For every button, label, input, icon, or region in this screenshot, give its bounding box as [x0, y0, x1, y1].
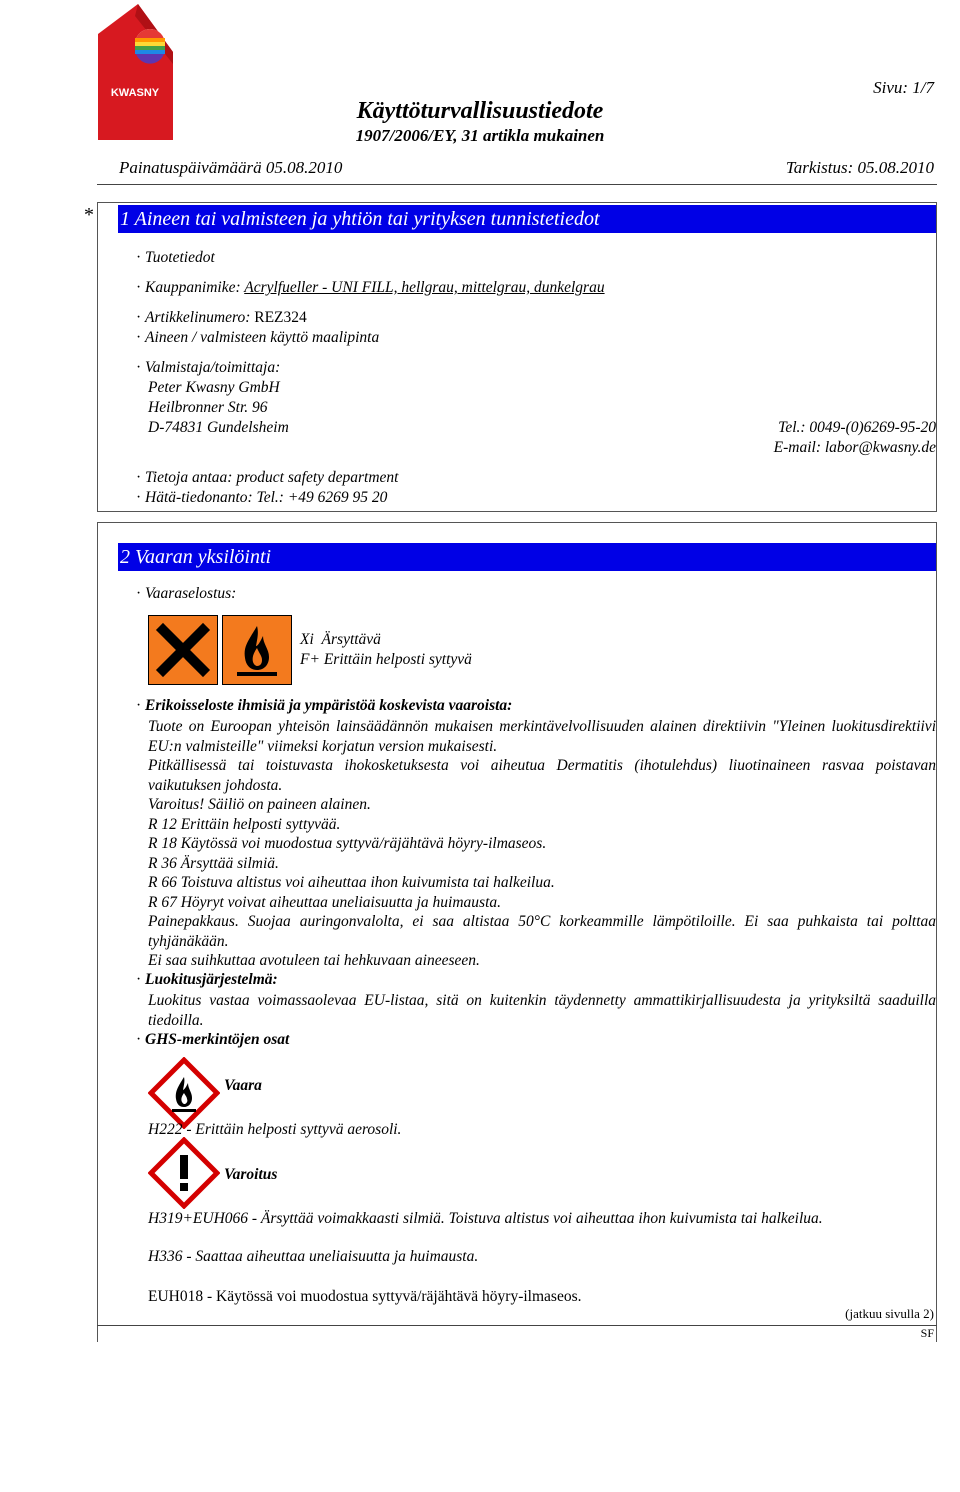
- company-street: Heilbronner Str. 96: [148, 399, 268, 416]
- xi-irritant-pictogram: [148, 615, 218, 685]
- r-phrase-66: R 66 Toistuva altistus voi aiheuttaa ihon kuivumista tai halkeilua.: [148, 874, 555, 891]
- xi-description: Xi Ärsyttävä: [300, 631, 381, 648]
- emergency-contact: · Hätä-tiedonanto: Tel.: +49 6269 95 20: [136, 489, 388, 506]
- classification-label: · Luokitusjärjestelmä:: [136, 971, 278, 988]
- info-contact: · Tietoja antaa: product safety department: [136, 469, 399, 486]
- product-info-label: · Tuotetiedot: [136, 249, 215, 266]
- company-name: Peter Kwasny GmbH: [148, 379, 280, 396]
- hazard-label: · Vaaraselostus:: [136, 585, 237, 602]
- ghs-signal-danger: Vaara: [224, 1077, 262, 1094]
- document-title: Käyttöturvallisuustiedote: [356, 98, 604, 124]
- revision-date: Tarkistus: 05.08.2010: [785, 158, 934, 177]
- section-2: [97, 522, 937, 1342]
- section-1-heading: 1 Aineen tai valmisteen ja yhtiön tai yrityksen tunnistetiedot: [118, 205, 936, 233]
- company-phone: Tel.: 0049-(0)6269-95-20: [778, 419, 936, 436]
- hazard-paragraphs: [148, 717, 936, 971]
- document-subtitle: 1907/2006/EY, 31 artikla mukainen: [355, 126, 605, 145]
- f-flammable-pictogram: [222, 615, 292, 685]
- header-divider: [97, 184, 937, 185]
- hazard-text-3: Varoitus! Säiliö on paineen alainen.: [148, 796, 371, 813]
- hazard-text-9: Painepakkaus. Suojaa auringonvalolta, ei saa altistaa 50°C korkeammille lämpötiloille. Ei saa puhkaista tai polttaa tyhjänäkään.: [148, 913, 936, 950]
- r-phrase-18: R 18 Käytössä voi muodostua syttyvä/räjähtävä höyry-ilmaseos.: [148, 835, 547, 852]
- r-phrase-36: R 36 Ärsyttää silmiä.: [148, 854, 279, 872]
- trade-name: · Kauppanimike: Acrylfueller - UNI FILL, hellgrau, mittelgrau, dunkelgrau: [136, 279, 605, 296]
- f-description: F+ Erittäin helposti syttyvä: [300, 651, 472, 668]
- h336-statement: H336 - Saattaa aiheuttaa uneliaisuutta ja huimausta.: [148, 1248, 479, 1265]
- flame-icon: [223, 616, 291, 684]
- company-email: E-mail: labor@kwasny.de: [773, 439, 936, 456]
- language-code: SF: [920, 1326, 934, 1340]
- ghs-signal-warning: Varoitus: [224, 1166, 278, 1183]
- cross-icon: [149, 616, 217, 684]
- page-number: Sivu: 1/7: [873, 78, 934, 97]
- supplier-label: · Valmistaja/toimittaja:: [136, 359, 281, 376]
- h319-statement: H319+EUH066 - Ärsyttää voimakkaasti silmiä. Toistuva altistus voi aiheuttaa ihon kuivumista tai halkeilua.: [148, 1210, 823, 1227]
- euh018-statement: EUH018 - Käytössä voi muodostua syttyvä/räjähtävä höyry-ilmaseos.: [148, 1288, 582, 1305]
- ghs-exclamation-pictogram: [148, 1137, 220, 1209]
- special-hazards-label: · Erikoisseloste ihmisiä ja ympäristöä koskevista vaaroista:: [136, 697, 513, 714]
- svg-text:KWASNY: KWASNY: [110, 87, 160, 99]
- product-use: · Aineen / valmisteen käyttö maalipinta: [136, 329, 380, 346]
- hazard-text-2: Pitkällisessä tai toistuvasta ihokosketuksesta voi aiheutua Dermatitis (ihotulehdus) liuotinaineen rasvaa poistavan vaikutuksen johdosta.: [148, 757, 936, 794]
- footer-divider: [97, 1325, 937, 1326]
- continued-note: (jatkuu sivulla 2): [845, 1306, 934, 1321]
- article-number: · Artikkelinumero: REZ324: [136, 309, 307, 326]
- r-phrase-67: R 67 Höyryt voivat aiheuttaa uneliaisuutta ja huimausta.: [148, 893, 502, 911]
- print-date: Painatuspäivämäärä 05.08.2010: [119, 158, 343, 177]
- hazard-text-10: Ei saa suihkuttaa avotuleen tai hehkuvaan aineeseen.: [148, 952, 480, 969]
- section-2-heading: 2 Vaaran yksilöinti: [118, 543, 936, 571]
- r-phrase-12: R 12 Erittäin helposti syttyvää.: [148, 815, 341, 833]
- company-city: D-74831 Gundelsheim: [148, 419, 289, 436]
- ghs-label: · GHS-merkintöjen osat: [136, 1031, 290, 1048]
- hazard-text-1: Tuote on Euroopan yhteisön lainsäädännön mukaisen merkintävelvollisuuden alainen direktiivin "Yleinen luokitusdirektiivi EU:n valmisteille" viimeksi korjatun version mukaisesti.: [148, 718, 936, 755]
- change-marker: *: [84, 204, 94, 226]
- classification-text: Luokitus vastaa voimassaolevaa EU-listaa, sitä on kuitenkin täydennetty ammattikirjallisuudesta ja yrityksiltä saaduilla tiedoilla.: [148, 992, 936, 1029]
- section-1: [97, 202, 937, 512]
- h222-statement: H222 - Erittäin helposti syttyvä aerosoli.: [148, 1121, 402, 1138]
- ghs-flame-pictogram: [148, 1057, 220, 1129]
